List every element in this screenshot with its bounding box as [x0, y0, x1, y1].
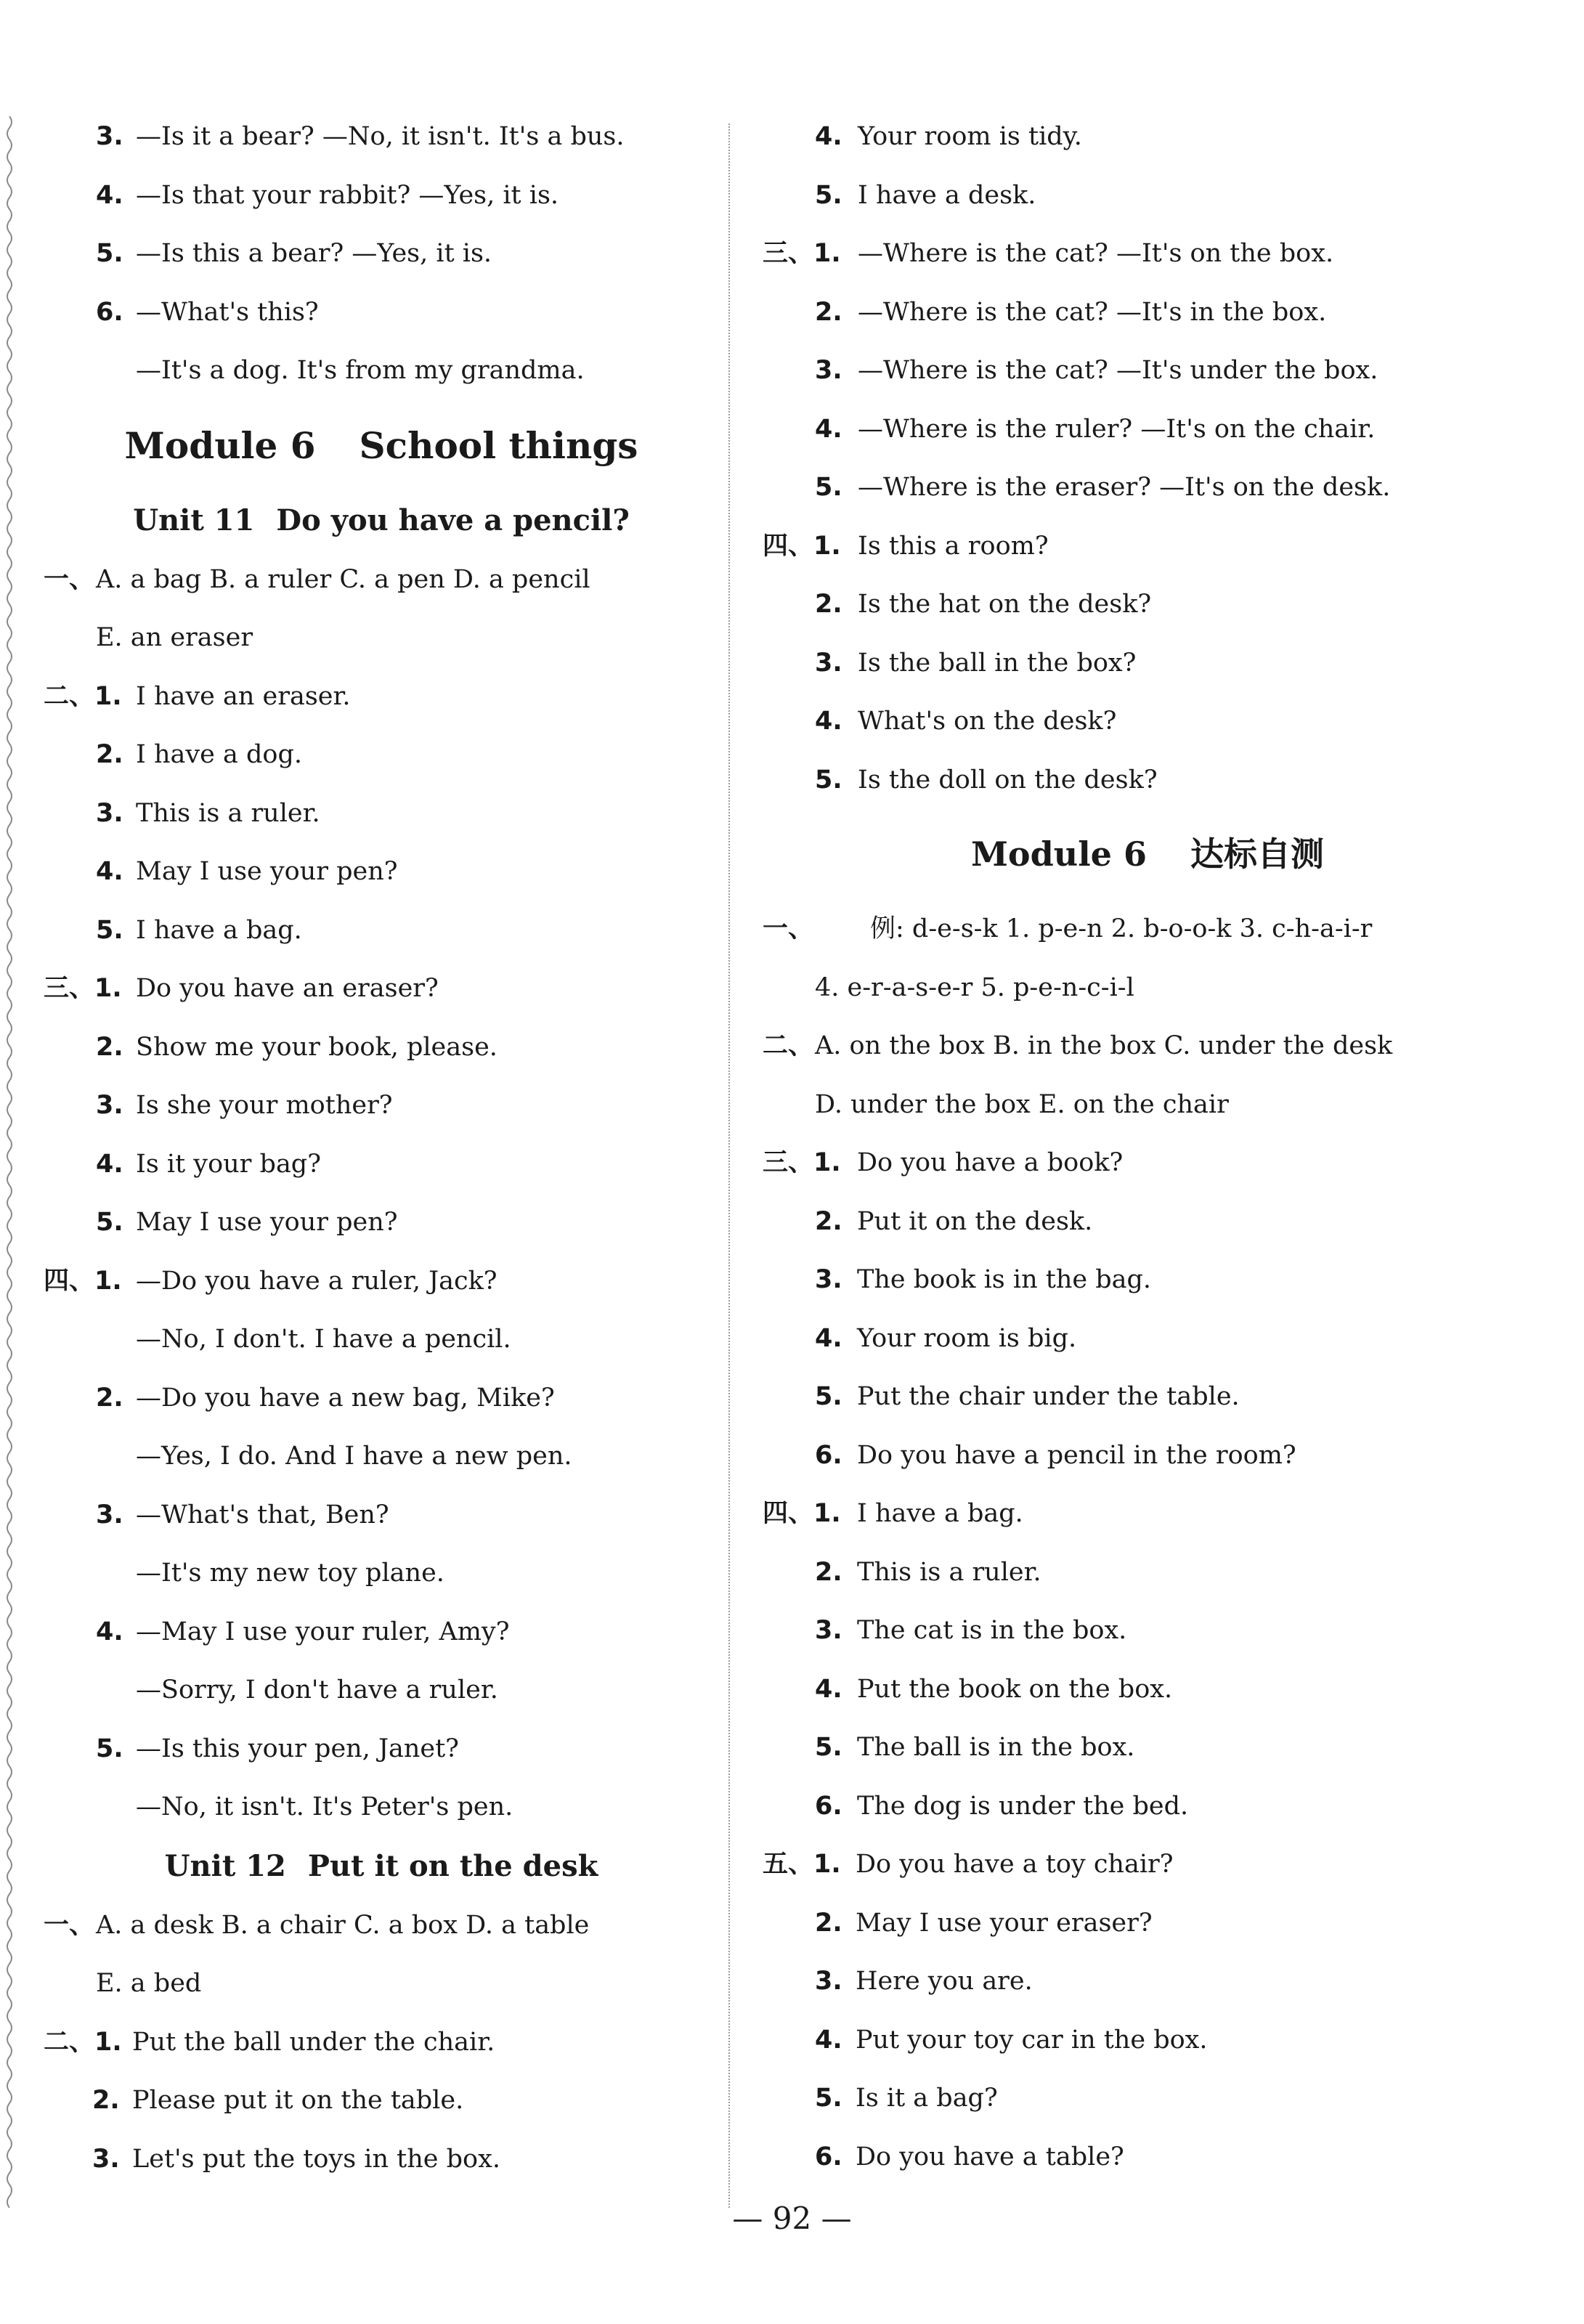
answer-line: 五、1. Do you have a toy chair?: [763, 1850, 1174, 1879]
answer-line: —No, I don't. I have a pencil.: [136, 1325, 511, 1354]
answer-line: 4. —May I use your ruler, Amy?: [96, 1617, 510, 1646]
unit-heading: Unit 11 Do you have a pencil?: [133, 503, 630, 537]
answer-line: 3. Let's put the toys in the box.: [92, 2144, 500, 2174]
answer-line: 5. —Is this your pen, Janet?: [96, 1734, 459, 1763]
answer-line: 二、1. I have an eraser.: [44, 681, 351, 711]
answer-line: 三、1. —Where is the cat? —It's on the box.: [763, 239, 1334, 268]
answer-line: 2. —Do you have a new bag, Mike?: [96, 1383, 555, 1413]
answer-line: 6. Do you have a pencil in the room?: [815, 1440, 1296, 1470]
answer-line: 5. I have a bag.: [96, 915, 302, 945]
column-divider: [728, 123, 730, 2208]
answer-line: 4. —Is that your rabbit? —Yes, it is.: [96, 180, 559, 210]
answer-line: 四、1. I have a bag.: [763, 1499, 1023, 1528]
answer-line: 4. Is it your bag?: [96, 1149, 321, 1179]
answer-line: 二、1. Put the ball under the chair.: [44, 2027, 495, 2057]
answer-line: 2. —Where is the cat? —It's in the box.: [815, 297, 1327, 327]
answer-line: —Yes, I do. And I have a new pen.: [136, 1442, 572, 1471]
answer-line: 5. I have a desk.: [815, 180, 1036, 210]
answer-line: 5. The ball is in the box.: [815, 1733, 1135, 1762]
answer-line: 2. Is the hat on the desk?: [815, 590, 1152, 619]
answer-line: 2. I have a dog.: [96, 740, 302, 769]
answer-line: 2. Show me your book, please.: [96, 1032, 497, 1062]
right-column: [748, 107, 1547, 2186]
answer-line: 5. May I use your pen?: [96, 1208, 398, 1237]
answer-line: 3. —Is it a bear? —No, it isn't. It's a bus.: [96, 122, 625, 151]
answer-line: 6. Do you have a table?: [815, 2142, 1124, 2171]
answer-line: 2. Please put it on the table.: [92, 2086, 464, 2115]
answer-line: 4. Your room is big.: [815, 1323, 1077, 1353]
answer-line: 3. This is a ruler.: [96, 798, 320, 828]
answer-line: 3. The book is in the bag.: [815, 1265, 1151, 1294]
answer-line: 2. This is a ruler.: [815, 1557, 1041, 1587]
answer-line: 4. Put your toy car in the box.: [815, 2025, 1208, 2055]
answer-line: 3. —What's that, Ben?: [96, 1500, 389, 1529]
answer-line: 4. What's on the desk?: [815, 707, 1117, 736]
answer-line: 2. May I use your eraser?: [815, 1908, 1153, 1938]
answer-line: E. a bed: [96, 1969, 202, 1998]
module-test-heading: Module 6 达标自测: [971, 834, 1324, 874]
answer-line: 2. Put it on the desk.: [815, 1206, 1093, 1236]
answer-line: 3. Is she your mother?: [96, 1091, 393, 1120]
answer-line: 5. Is it a bag?: [815, 2084, 998, 2113]
answer-line: 4. —Where is the ruler? —It's on the chair.: [815, 414, 1376, 444]
answer-line: 一、 例: d-e-s-k 1. p-e-n 2. b-o-o-k 3. c-h-a-i-r: [763, 914, 1373, 943]
answer-line: 3. The cat is in the box.: [815, 1616, 1127, 1645]
answer-line: 4. Put the book on the box.: [815, 1674, 1173, 1704]
answer-line: 5. —Where is the eraser? —It's on the desk.: [815, 473, 1391, 502]
answer-line: 6. The dog is under the bed.: [815, 1791, 1189, 1821]
answer-line: 5. Is the doll on the desk?: [815, 765, 1158, 795]
page-number: — 92 —: [732, 2201, 852, 2236]
answer-line: E. an eraser: [96, 623, 253, 652]
answer-line: 一、 A. a desk B. a chair C. a box D. a table: [44, 1910, 590, 1940]
answer-line: 4. e-r-a-s-e-r 5. p-e-n-c-i-l: [815, 972, 1134, 1002]
module-heading: Module 6 School things: [124, 423, 638, 467]
left-column: [44, 107, 719, 2188]
answer-line: —Sorry, I don't have a ruler.: [136, 1675, 498, 1705]
answer-line: 5. —Is this a bear? —Yes, it is.: [96, 239, 492, 268]
answer-line: 四、1. Is this a room?: [763, 531, 1049, 561]
answer-line: 5. Put the chair under the table.: [815, 1382, 1240, 1411]
answer-line: D. under the box E. on the chair: [815, 1089, 1229, 1119]
answer-line: 三、1. Do you have an eraser?: [44, 974, 439, 1003]
answer-line: 3. —Where is the cat? —It's under the box.: [815, 356, 1378, 385]
unit-heading: Unit 12 Put it on the desk: [164, 1848, 598, 1883]
answer-line: —It's a dog. It's from my grandma.: [136, 356, 585, 385]
answer-line: 3. Is the ball in the box?: [815, 648, 1137, 678]
answer-line: 一、 A. a bag B. a ruler C. a pen D. a pencil: [44, 564, 590, 594]
answer-line: 4. May I use your pen?: [96, 857, 398, 886]
answer-line: 3. Here you are.: [815, 1967, 1033, 1996]
answer-line: 三、1. Do you have a book?: [763, 1148, 1124, 1177]
answer-line: 6. —What's this?: [96, 297, 319, 327]
answer-line: —No, it isn't. It's Peter's pen.: [136, 1792, 513, 1821]
answer-line: —It's my new toy plane.: [136, 1559, 444, 1588]
wavy-edge-border: [4, 116, 15, 2208]
answer-line: 二、 A. on the box B. in the box C. under the desk: [763, 1031, 1393, 1060]
answer-line: 4. Your room is tidy.: [815, 122, 1082, 151]
answer-line: 四、1. —Do you have a ruler, Jack?: [44, 1266, 497, 1296]
